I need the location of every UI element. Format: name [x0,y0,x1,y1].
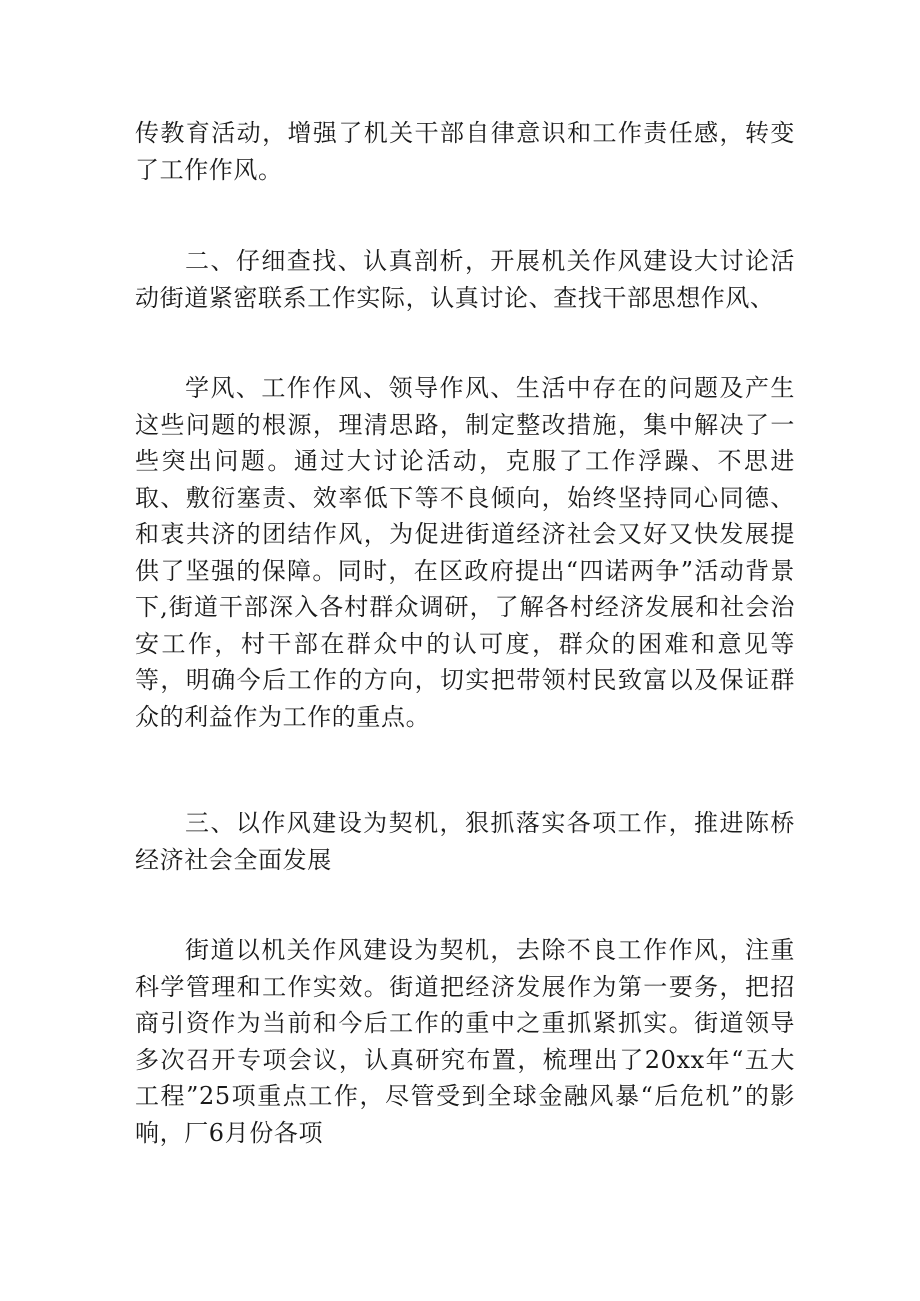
section-heading-two: 二、仔细查找、认真剖析，开展机关作风建设大讨论活动街道紧密联系工作实际，认真讨论、查找干部思想作风、 [135,247,795,312]
paragraph-continuation: 传教育活动，增强了机关干部自律意识和工作责任感，转变了工作作风。 [135,119,795,184]
section-heading-three: 三、以作风建设为契机，狠抓落实各项工作，推进陈桥经济社会全面发展 [135,809,795,874]
paragraph-body: 学风、工作作风、领导作风、生活中存在的问题及产生这些问题的根源，理清思路，制定整改措施，集中解决了一些突出问题。通过大讨论活动，克服了工作浮躁、不思进取、敷衍塞责、效率低下等不良倾向，始终坚持同心同德、和衷共济的团结作风，为促进街道经济社会又好又快发展提供了坚强的保障。同时，在区政府提出“四诺两争”活动背景下,街道干部深入各村群众调研，了解各村经济发展和社会治安工作，村干部在群众中的认可度，群众的困难和意见等等，明确今后工作的方向，切实把带领村民致富以及保证群众的利益作为工作的重点。 [135,374,795,731]
paragraph-body: 街道以机关作风建设为契机，去除不良工作作风，注重科学管理和工作实效。街道把经济发展作为第一要务，把招商引资作为当前和今后工作的重中之重抓紧抓实。街道领导多次召开专项会议，认真研究布置，梳理出了20xx年“五大工程”25项重点工作，尽管受到全球金融风暴“后危机”的影响，厂6月份各项 [135,936,795,1147]
